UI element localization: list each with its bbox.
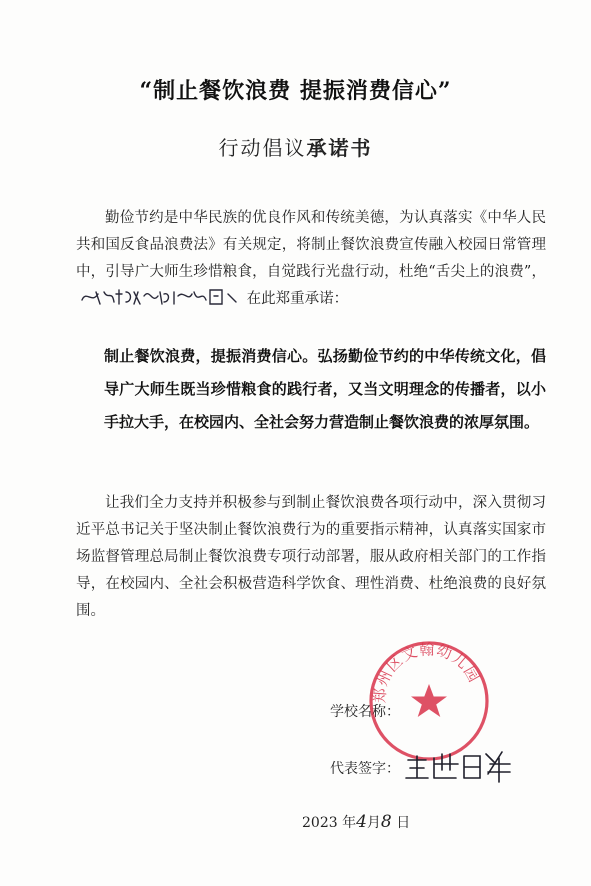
- paragraph-intro: [76, 205, 546, 313]
- paragraph-action: 让我们全力支持并积极参与到制止餐饮浪费各项行动中，深入贯彻习近平总书记关于坚决制止餐饮浪费行为的重要指示精神，认真落实国家市场监督管理总局制止餐饮浪费专项行动部署，服从政府相关部门的工作指导，在校园内、全社会积极营造科学饮食、理性消费、杜绝浪费的良好氛围。: [76, 495, 546, 619]
- sign-date: [302, 812, 410, 832]
- date-month: 4: [356, 812, 367, 832]
- subtitle-regular: 行动倡议: [218, 136, 307, 160]
- date-year: 2023 年: [302, 815, 357, 831]
- date-day: 8: [380, 812, 392, 832]
- document-subtitle: [0, 132, 591, 161]
- paragraph-intro-tail: 在此郑重承诺：: [246, 291, 349, 307]
- paragraph-intro-text: 勤俭节约是中华民族的优良作风和传统美德，为认真落实《中华人民共和国反食品浪费法》有关规定，将制止餐饮浪费宣传融入校园日常管理中，引导广大师生珍惜粮食，自觉践行光盘行动，杜绝“舌尖上的浪费”，: [76, 210, 546, 280]
- svg-text:郑州区文翰幼儿园: 郑州区文翰幼儿园: [370, 640, 484, 704]
- signature-block: [302, 695, 560, 875]
- document-title: “制止餐饮浪费 提振消费信心”: [139, 78, 452, 104]
- paragraph-commitment: 制止餐饮浪费，提振消费信心。弘扬勤俭节约的中华传统文化，倡导广大师生既当珍惜粮食的践行者，又当文明理念的传播者，以小手拉大手，在校园内、全社会努力营造制止餐饮浪费的浓厚氛围。: [104, 347, 546, 431]
- school-name-label: 学校名称：: [330, 704, 400, 720]
- representative-label: 代表签字：: [330, 761, 400, 777]
- date-month-unit: 月: [366, 815, 381, 831]
- handwritten-school-name: [78, 286, 240, 308]
- date-day-unit: 日: [396, 815, 411, 831]
- handwritten-signature: [404, 748, 514, 784]
- subtitle-bold: 承诺书: [306, 136, 373, 160]
